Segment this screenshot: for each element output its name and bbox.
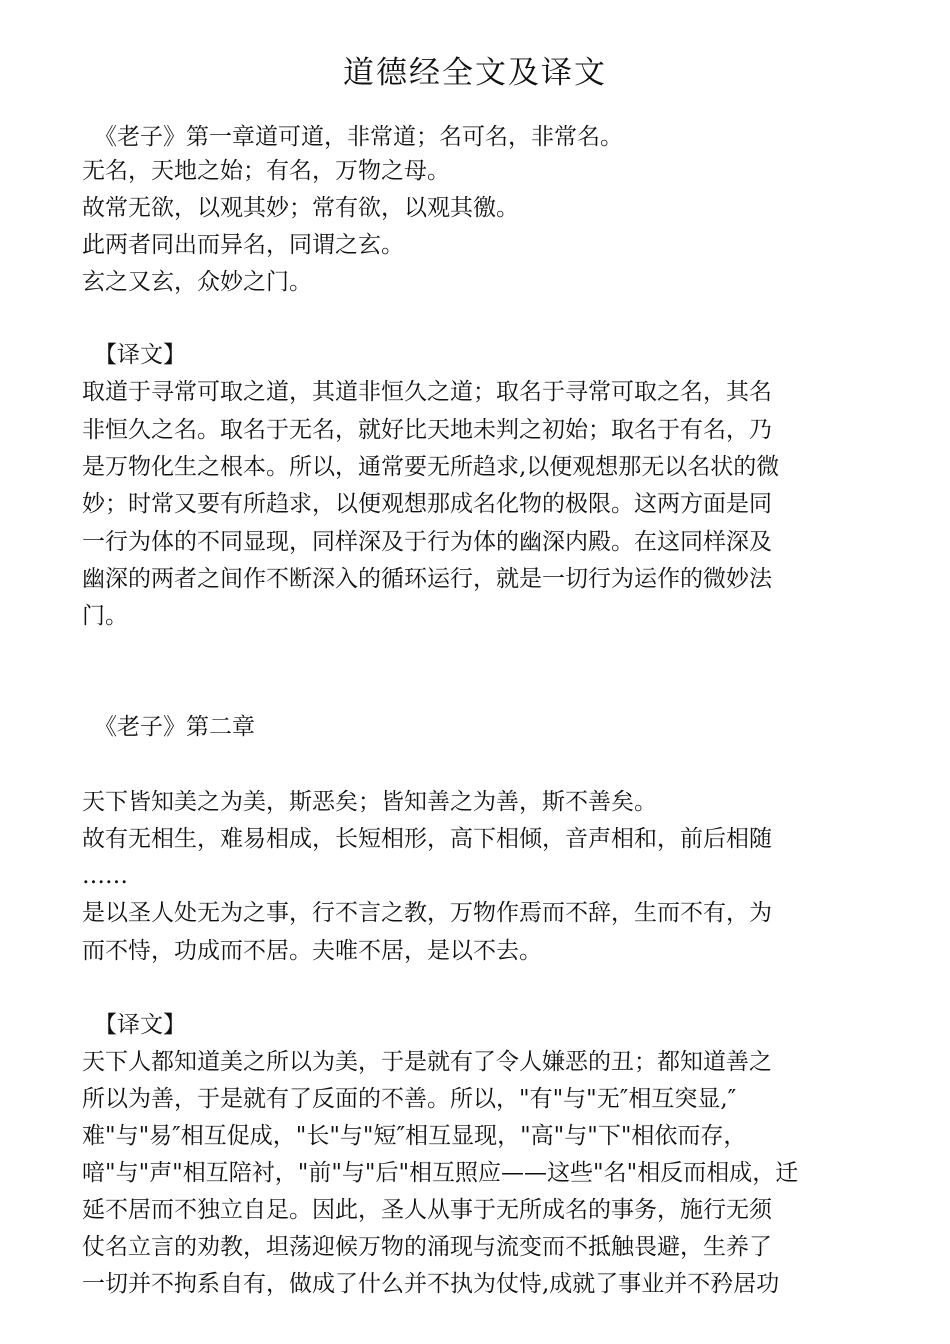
chapter1-line: 此两者同出而异名，同谓之玄。 [82, 232, 404, 258]
chapter2-translation-line: 仗名立言的劝教，坦荡迎候万物的涌现与流变而不抵触畏避，生养了 [82, 1234, 772, 1260]
chapter1-line: 《老子》第一章道可道，非常道；名可名，非常名。 [94, 124, 623, 150]
chapter2-heading: 《老子》第二章 [94, 714, 255, 740]
chapter2-translation-line: 喑"与"声"相互陪衬，"前"与"后"相互照应——这些"名"相反而相成，迁 [82, 1160, 799, 1186]
chapter1-line: 无名，天地之始；有名，万物之母。 [82, 158, 450, 184]
chapter1-line: 故常无欲，以观其妙；常有欲，以观其徼。 [82, 195, 519, 221]
chapter2-line: 而不恃，功成而不居。夫唯不居，是以不去。 [82, 938, 542, 964]
chapter1-translation-line: 妙；时常又要有所趋求，以便观想那成名化物的极限。这两方面是同 [82, 491, 772, 517]
document-title: 道德经全文及译文 [343, 55, 607, 91]
chapter2-translation-line: 一切并不拘系自有，做成了什么并不执为仗恃,成就了事业并不矜居功 [82, 1271, 780, 1297]
chapter2-line: 天下皆知美之为美，斯恶矣；皆知善之为善，斯不善矣。 [82, 789, 657, 815]
chapter1-translation-line: 门。 [82, 603, 128, 629]
chapter2-translation-line: 所以为善，于是就有了反面的不善。所以，"有"与"无″相互突显,″ [82, 1086, 737, 1112]
chapter1-translation-heading: 【译文】 [94, 342, 186, 368]
chapter2-translation-line: 天下人都知道美之所以为美，于是就有了令人嫌恶的丑；都知道善之 [82, 1049, 772, 1075]
chapter2-line: …… [82, 863, 128, 889]
chapter2-line: 故有无相生，难易相成，长短相形，高下相倾，音声相和，前后相随 [82, 826, 772, 852]
chapter2-translation-heading: 【译文】 [94, 1012, 186, 1038]
chapter1-translation-line: 一行为体的不同显现，同样深及于行为体的幽深内殿。在这同样深及 [82, 529, 772, 555]
chapter1-translation-line: 是万物化生之根本。所以，通常要无所趋求,以便观想那无以名状的微 [82, 454, 780, 480]
chapter1-translation-line: 非恒久之名。取名于无名，就好比天地未判之初始；取名于有名，乃 [82, 417, 772, 443]
chapter1-translation-line: 幽深的两者之间作不断深入的循环运行，就是一切行为运作的微妙法 [82, 566, 772, 592]
chapter2-translation-line: 延不居而不独立自足。因此，圣人从事于无所成名的事务，施行无须 [82, 1197, 772, 1223]
chapter2-translation-line: 难"与"易″相互促成，"长"与"短″相互显现，"高"与"下"相依而存， [82, 1123, 747, 1149]
chapter1-translation-line: 取道于寻常可取之道，其道非恒久之道；取名于寻常可取之名，其名 [82, 379, 772, 405]
chapter1-line: 玄之又玄，众妙之门。 [82, 269, 312, 295]
chapter2-line: 是以圣人处无为之事，行不言之教，万物作焉而不辞，生而不有，为 [82, 900, 772, 926]
